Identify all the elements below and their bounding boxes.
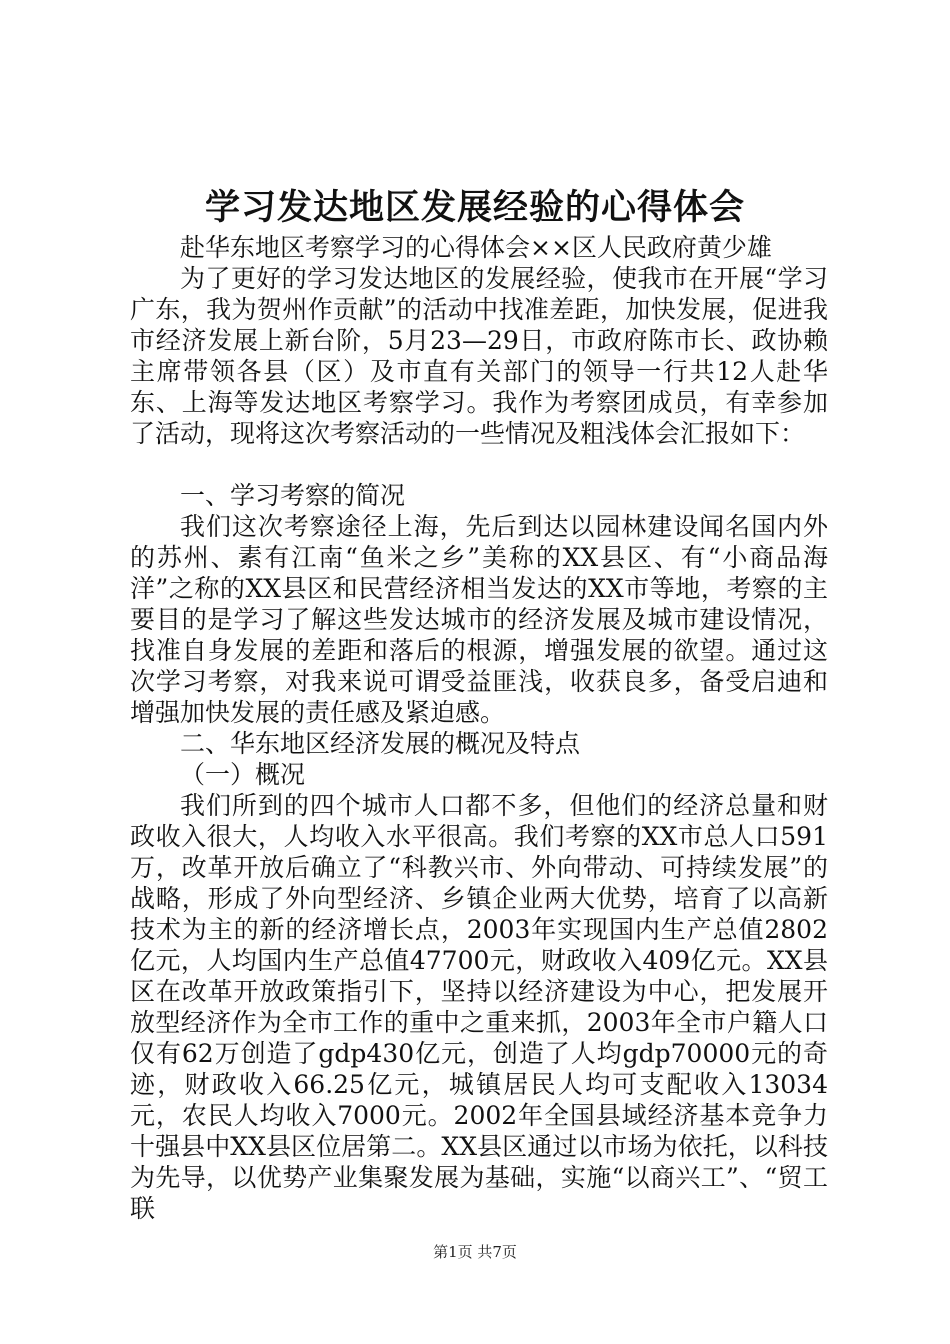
section-heading-2: 二、华东地区经济发展的概况及特点 — [180, 729, 581, 758]
subtitle-paragraph: 赴华东地区考察学习的心得体会××区人民政府黄少雄 — [180, 233, 772, 262]
document-title: 学习发达地区发展经验的心得体会 — [204, 187, 745, 228]
paragraph-gap — [130, 449, 828, 480]
section-heading-1: 一、学习考察的简况 — [180, 481, 406, 510]
intro-paragraph: 为了更好的学习发达地区的发展经验，使我市在开展“学习广东，我为贺州作贡献”的活动中找准差距，加快发展，促进我市经济发展上新台阶，5月23—29日，市政府陈市长、政协赖主席带领各县（区）及市直有关部门的领导一行共12人赴华东、上海等发达地区考察学习。我作为考察团成员，有幸参加了活动，现将这次考察活动的一些情况及粗浅体会汇报如下： — [130, 264, 828, 448]
section-1-paragraph: 我们这次考察途径上海，先后到达以园林建设闻名国内外的苏州、素有江南“鱼米之乡”美称的XX县区、有“小商品海洋”之称的XX县区和民营经济相当发达的XX市等地，考察的主要目的是学习了解这些发达城市的经济发展及城市建设情况，找准自身发展的差距和落后的根源，增强发展的欲望。通过这次学习考察，对我来说可谓受益匪浅，收获良多，备受启迪和增强加快发展的责任感及紧迫感。 — [130, 512, 828, 727]
page-number: 第1页 共7页 — [433, 1243, 517, 1261]
page-footer — [0, 1242, 950, 1262]
subsection-1-paragraph: 我们所到的四个城市人口都不多，但他们的经济总量和财政收入很大，人均收入水平很高。我们考察的XX市总人口591万，改革开放后确立了“科教兴市、外向带动、可持续发展”的战略，形成了外向型经济、乡镇企业两大优势，培育了以高新技术为主的新的经济增长点，2003年实现国内生产总值2802亿元，人均国内生产总值47700元，财政收入409亿元。XX县区在改革开放政策指引下，坚持以经济建设为中心，把发展开放型经济作为全市工作的重中之重来抓，2003年全市户籍人口仅有62万创造了gdp430亿元，创造了人均gdp70000元的奇迹，财政收入66.25亿元，城镇居民人均可支配收入13034元，农民人均收入7000元。2002年全国县域经济基本竞争力十强县中XX县区位居第二。XX县区通过以市场为依托，以科技为先导，以优势产业集聚发展为基础，实施“以商兴工”、“贸工联 — [130, 791, 828, 1223]
subsection-heading-1: （一）概况 — [180, 760, 306, 789]
document-body — [130, 232, 828, 1224]
